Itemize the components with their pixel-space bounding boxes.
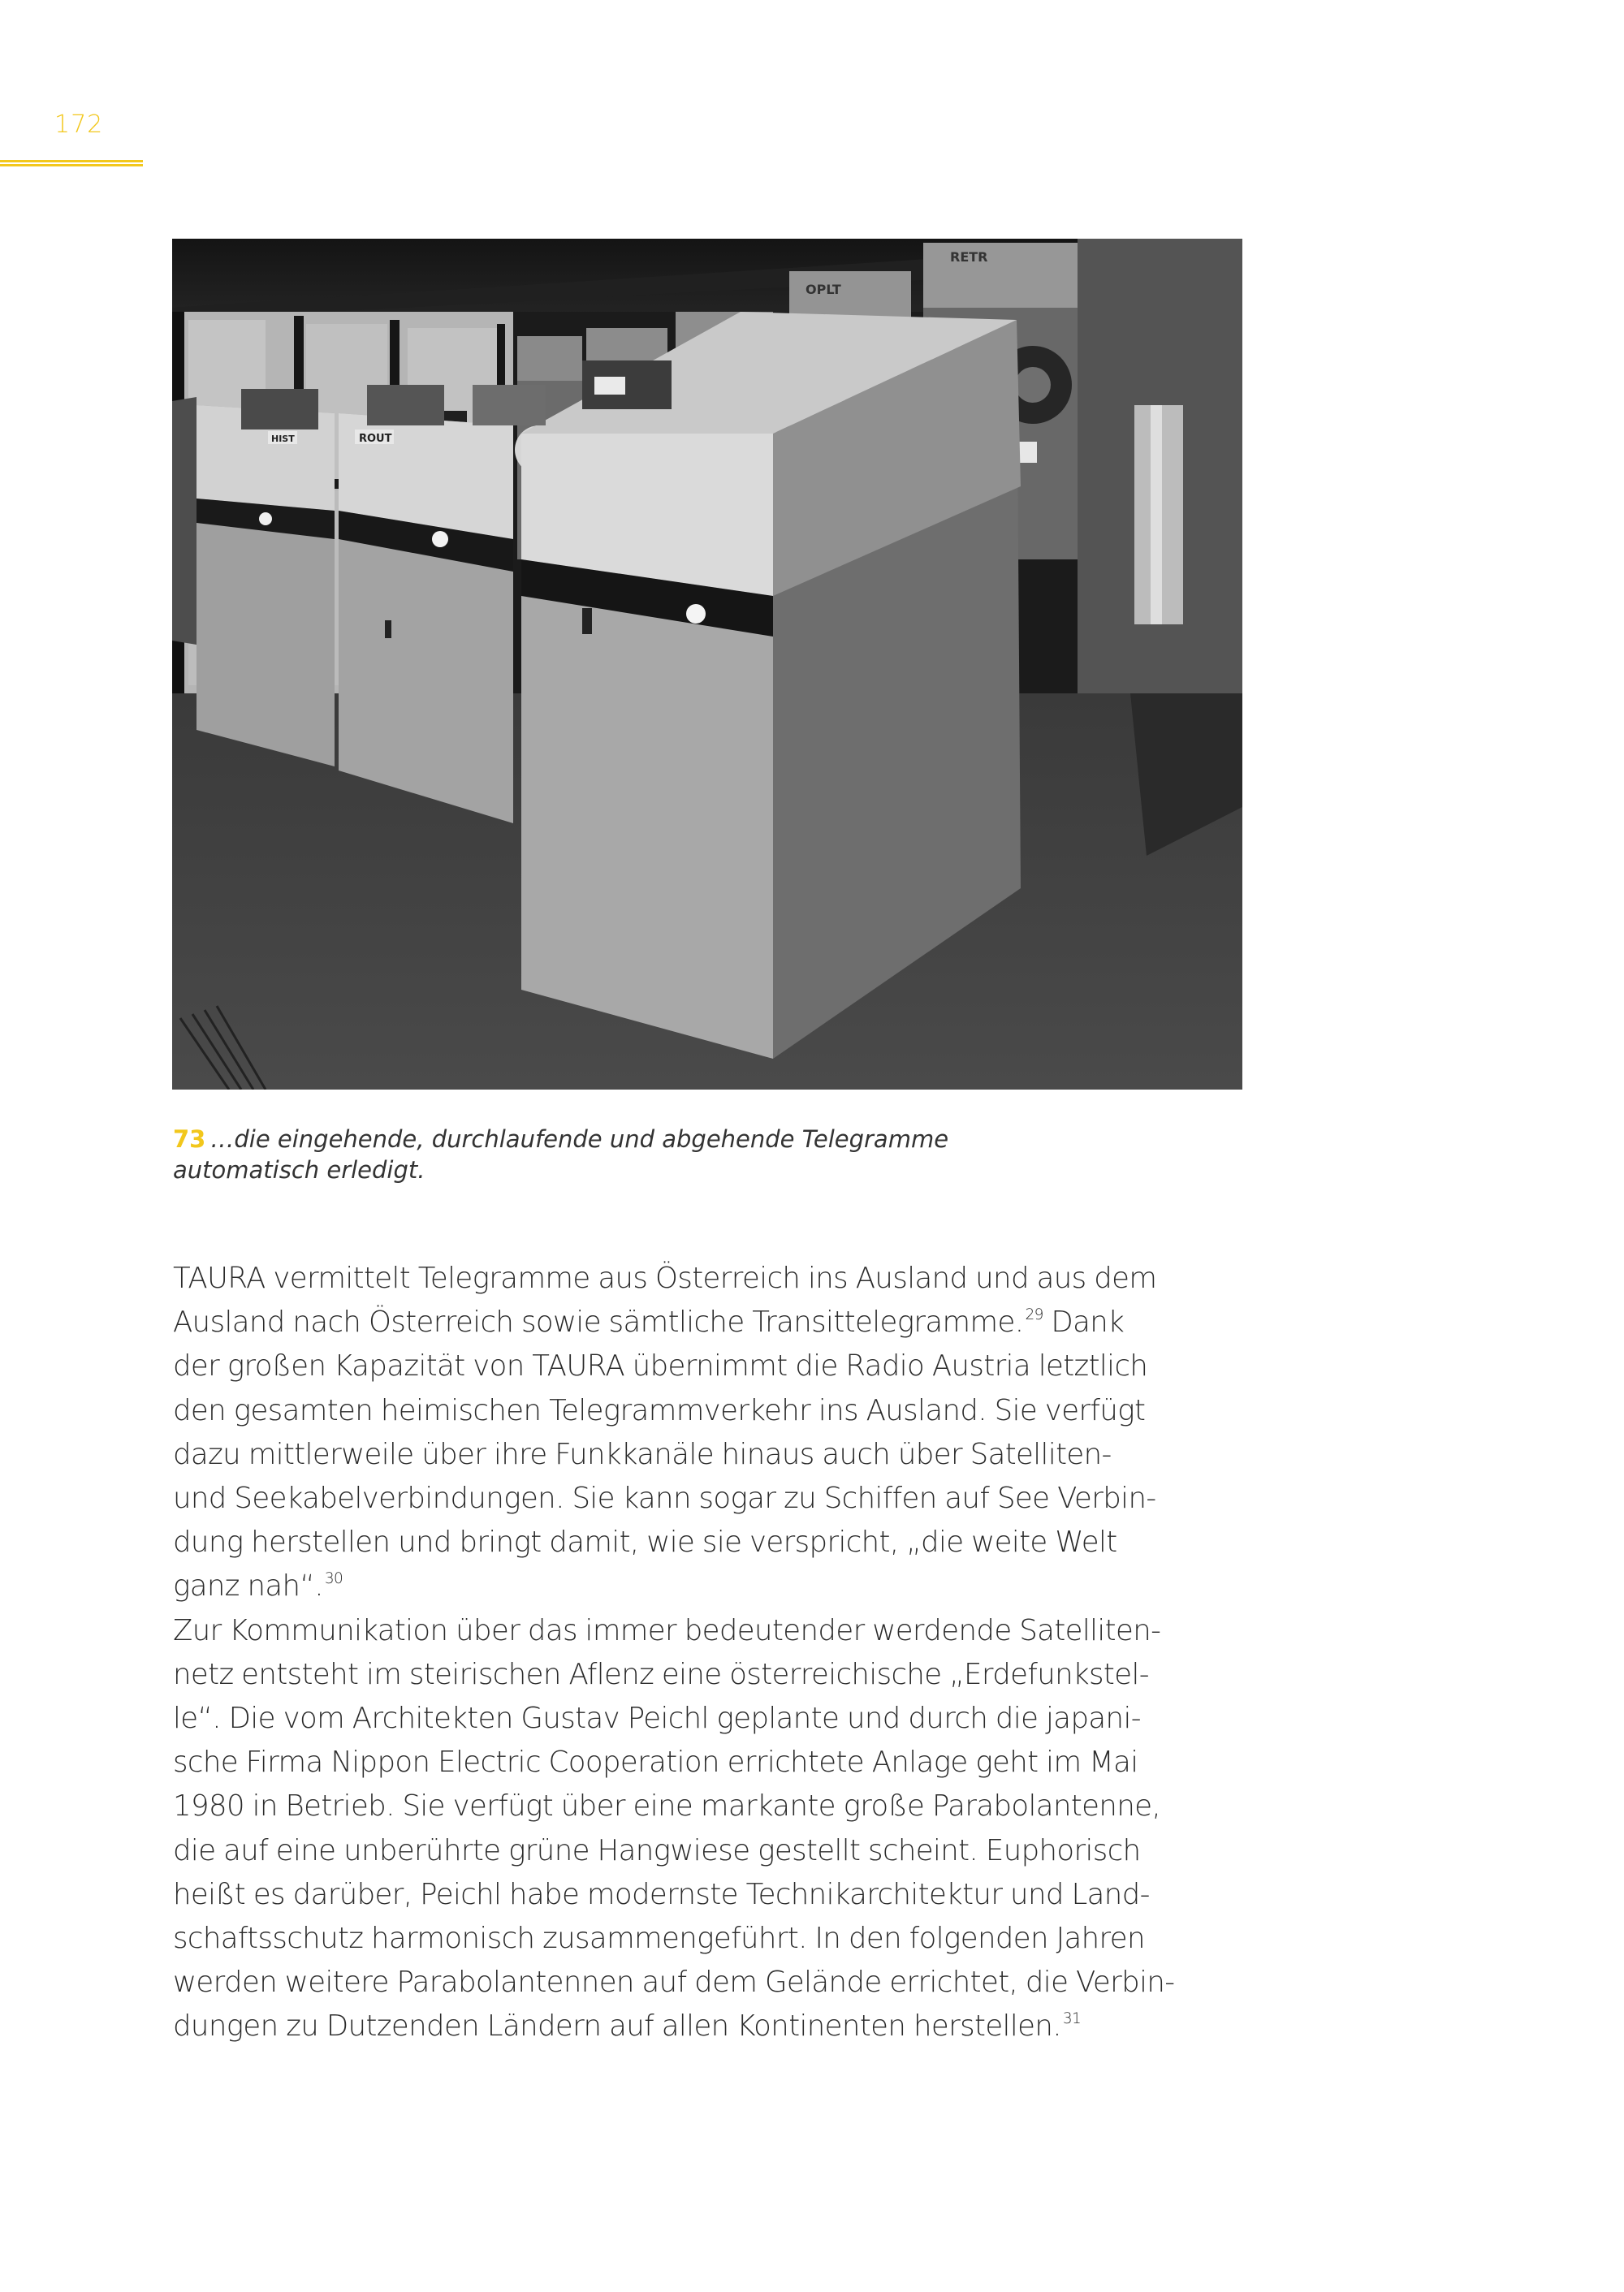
label-hist: HIST [271, 434, 295, 444]
body-line [173, 1477, 1261, 1521]
body-line-text: 1980 in Betrieb. Sie verfügt über eine markante große Parabolantenne, [173, 1789, 1161, 1824]
disk-pack [241, 389, 318, 429]
body-line-text: le“. Die vom Architekten Gustav Peichl geplante und durch die japani- [173, 1702, 1141, 1736]
body-line [173, 1741, 1261, 1785]
caption-line-2: automatisch erledigt. [173, 1156, 425, 1184]
body-line-text: dungen zu Dutzenden Ländern auf allen Kontinenten herstellen. [173, 2009, 1061, 2044]
body-line-text: die auf eine unberührte grüne Hangwiese gestellt scheint. Euphorisch [173, 1833, 1141, 1867]
body-line [173, 1345, 1261, 1388]
figure-number: 73 [173, 1125, 206, 1153]
computer-room-photo [172, 239, 1242, 1090]
body-line-text: schaftsschutz harmonisch zusammengeführt. In den folgenden Jahren [173, 1922, 1145, 1956]
page-number: 172 [54, 110, 104, 139]
header-rule-top [0, 160, 143, 162]
body-line-text: netz entsteht im steirischen Aflenz eine österreichische „Erdefunkstel- [173, 1657, 1149, 1691]
body-text [173, 1257, 1261, 2049]
body-line [173, 1785, 1261, 1828]
footnote-ref[interactable]: 31 [1062, 2009, 1082, 2027]
body-line [173, 1433, 1261, 1477]
body-line-text: heißt es darüber, Peichl habe modernste Technikarchitektur und Land- [173, 1877, 1150, 1911]
body-line-text: Dank [1043, 1306, 1125, 1340]
body-line-text: Zur Kommunikation über das immer bedeutender werdende Satelliten- [173, 1613, 1161, 1647]
footnote-ref[interactable]: 29 [1025, 1306, 1043, 1323]
label-oplt: OPLT [806, 282, 841, 297]
disk-pack [473, 385, 546, 425]
body-line-text: sche Firma Nippon Electric Cooperation errichtete Anlage geht im Mai [173, 1746, 1138, 1780]
header-rule-bottom [0, 164, 143, 166]
body-line [173, 1521, 1261, 1565]
body-line [173, 1917, 1261, 1961]
body-line [173, 1389, 1261, 1433]
footnote-ref[interactable]: 30 [324, 1569, 343, 1587]
label-retr: RETR [950, 249, 988, 265]
body-line-text: ganz nah“. [173, 1569, 323, 1604]
body-line [173, 2005, 1261, 2048]
body-line [173, 1301, 1261, 1345]
body-line-text: der großen Kapazität von TAURA übernimmt die Radio Austria letztlich [173, 1349, 1148, 1383]
body-line-text: Ausland nach Österreich sowie sämtliche Transittelegramme. [173, 1306, 1024, 1340]
body-line [173, 1609, 1261, 1653]
body-line [173, 1257, 1261, 1301]
body-line [173, 1565, 1261, 1608]
body-line [173, 1961, 1261, 2005]
body-line-text: dazu mittlerweile über ihre Funkkanäle hinaus auch über Satelliten- [173, 1437, 1112, 1471]
caption-line-1: …die eingehende, durchlaufende und abgehende Telegramme [210, 1125, 949, 1153]
body-line [173, 1873, 1261, 1917]
body-line-text: werden weitere Parabolantennen auf dem Gelände errichtet, die Verbin- [173, 1966, 1175, 2000]
figure-photo [172, 239, 1242, 1090]
figure-caption [173, 1124, 1229, 1185]
body-line [173, 1653, 1261, 1697]
body-line [173, 1829, 1261, 1873]
label-rout: ROUT [359, 433, 392, 445]
disk-pack [367, 385, 444, 425]
body-line-text: dung herstellen und bringt damit, wie sie verspricht, „die weite Welt [173, 1526, 1117, 1560]
body-line-text: den gesamten heimischen Telegrammverkehr ins Ausland. Sie verfügt [173, 1393, 1146, 1427]
body-line-text: TAURA vermittelt Telegramme aus Österreich ins Ausland und aus dem [173, 1262, 1157, 1295]
body-line-text: und Seekabelverbindungen. Sie kann sogar zu Schiffen auf See Verbin- [173, 1482, 1156, 1516]
body-line [173, 1697, 1261, 1741]
